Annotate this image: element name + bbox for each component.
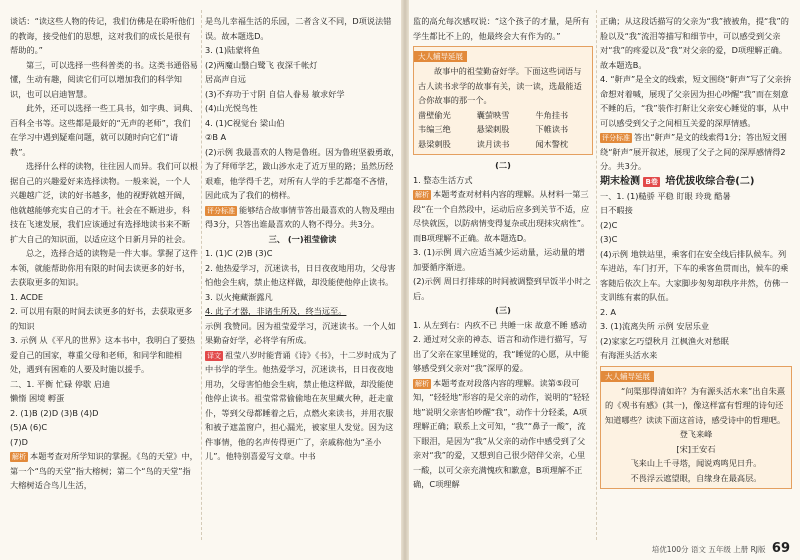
- answer: 居高声自远: [205, 74, 246, 84]
- answer: 日不暇接: [600, 205, 633, 215]
- column-2: [205, 14, 400, 464]
- idiom: 读月读书: [476, 138, 510, 149]
- idiom-grid: [418, 108, 588, 152]
- answer: (2)两魔山翳白鹭飞 夜深千帐灯: [205, 59, 318, 70]
- idiom: 凿壁偷光: [418, 109, 451, 120]
- answer: 4. 此子才器，非诸生所及，终当远至。: [205, 306, 347, 316]
- heading-main: 期末检测: [600, 175, 640, 187]
- section-title: (一)祖莹偷读: [287, 233, 337, 244]
- analysis-tag: 解析: [415, 379, 429, 388]
- box-text: 故事中的祖莹勤奋好学。下面这些词语与古人读书求学的故事有关，读一读，选最能适合你故事的那一个。: [418, 66, 582, 105]
- answer: ②B A: [205, 132, 227, 142]
- paragraph: 总之，选择合适的读物是一件大事。掌握了这件本领，就能帮助你用有限的时间去读更多的好书，去获取更多的知识。: [10, 248, 198, 287]
- grading: [205, 203, 400, 232]
- column-1: [10, 14, 198, 493]
- answer: (7)D: [10, 436, 28, 447]
- idiom: 牛角挂书: [535, 109, 569, 120]
- idiom: 囊萤映雪: [476, 109, 510, 120]
- answer: 示例 我赞同。因为祖莹爱学习，沉迷读书。一个人如果勤奋好学，必将学有所成。: [205, 320, 396, 345]
- column-divider: [596, 10, 597, 540]
- answer: (5)A (6)C: [10, 422, 48, 432]
- analysis-text: 本题考查对材料内容的理解。从材料一第三段“在一个自然段中，运动后应多到关节不适，应尽快就医，以防病情变得复杂或出现抹灾病性”。而B项理解不正确。故本题选D。: [413, 189, 590, 243]
- answer: (3)C: [600, 234, 618, 244]
- analysis: [413, 376, 593, 492]
- idiom: 悬梁刺股: [418, 138, 451, 149]
- answer: 2. A: [600, 306, 617, 317]
- section-heading: [205, 232, 400, 247]
- translation-tag: 译文: [207, 351, 221, 360]
- paragraph: 是鸟儿幸福生活的乐园，二者含义不同，D项说法错误。故本题选D。: [205, 16, 392, 41]
- idiom: 悬梁刺股: [476, 124, 510, 134]
- poem-title: 登飞来峰: [679, 429, 713, 439]
- box-text: “问渠那得清如许？为有源头活水来”出自朱熹的《观书有感》(其一)，像这样富有哲理的诗句还知道哪些？读读下面这首诗，感受诗中的哲理吧。: [605, 385, 786, 425]
- answer: (4)示例 地铁站里，乘客们在安全线后排队候车。列车进站，车门打开，下车的乘客鱼贯而出，候车的乘客随后依次上车。大家脚步匆匆却秩序井然，仿佛一支训练有素的队伍。: [600, 248, 789, 302]
- answer: 1. 从左到右：内疚不已 共睡一床 故意不睡 感动: [413, 319, 587, 330]
- poem-line: 飞来山上千寻塔，闻说鸡鸣见日升。: [630, 458, 762, 468]
- answer: 3. (1)示例 周六应适当减少运动量，运动量的增加要循序渐进。: [413, 247, 585, 272]
- answer: (2)示例 我最喜欢的人物是鲁班。因为鲁班坚毅勇敢，为了拜师学艺，跋山涉水走了近万里的路；虽然历经艰难，他学得千艺，对所有人学的手艺都毫不吝惜，因此成为了我们的榜样。: [205, 146, 400, 200]
- idiom: 闻木警枕: [535, 138, 569, 149]
- grading-tag: 评分标准: [602, 134, 630, 142]
- paragraph: 监的高允每次感叹说：“这个孩子的才量，是所有学生都比不上的，他最终会大有作为的。”: [413, 16, 590, 41]
- grading-text: 答出“鼾声”是文的线索得1分；答出短文围绕“鼾声”展开叙述，展现了父子之间的深厚感情得2分。共3分。: [600, 132, 787, 171]
- answer: 2. 通过对父亲的神态、语言和动作进行描写，写出了父亲在家里睡觉的，我“睡觉的心愿，从中能够感受到父亲对“我”深厚的爱。: [413, 334, 590, 373]
- analysis-tag: 解析: [12, 453, 26, 461]
- extension-box: [413, 46, 593, 155]
- answer: 4. (1)C视觉台 梁山伯: [205, 117, 285, 128]
- poem-line: 不畏浮云遮望眼，自缘身在最高层。: [630, 472, 762, 483]
- answer: 2. 可以用有限的时间去读更多的好书，去获取更多的知识: [10, 306, 193, 331]
- answer: (4)山光悦鸟性: [205, 103, 258, 113]
- translation-text: 祖莹八岁时能背诵《诗》《书》，十二岁时成为了中书学的学生。他热爱学习，沉迷读书，日日夜夜地用功，父母害怕他会生病，禁止他这样做，却没能使他停止读书。祖莹常常偷偷地在灰里藏火种，赶走童仆，等到父母都睡着之后，点燃火来读书，并用衣服和被子遮盖窗户，担心漏光，被家里人发觉。因为这件事情，他的名声传得更广了，亲戚称他为“圣小儿”。他特别喜爱写文章。中书: [205, 349, 397, 461]
- analysis: [10, 449, 198, 493]
- column-divider: [201, 10, 202, 540]
- answer: 1. ACDE: [10, 291, 44, 302]
- answer: 二、1. 平衡 忙碌 停歇 启迪: [10, 378, 111, 389]
- answer: 3. 以火掩藏渐露凡: [205, 291, 273, 302]
- column-3: [413, 14, 593, 492]
- answer: (2)C: [600, 219, 618, 230]
- grading: [600, 130, 792, 174]
- heading-sub: 培优拔收综合卷(二): [665, 175, 755, 187]
- heading-tag: B卷: [645, 177, 658, 186]
- section-number: 三、: [268, 233, 286, 244]
- answer: 3. 示例 从《平凡的世界》这本书中，我明白了要热爱自己的国家，尊重父母和老师，和同学和睦相处，遇到有困难的人要及时施以援手。: [10, 335, 195, 374]
- idiom: 韦编三绝: [418, 124, 451, 134]
- analysis: [413, 187, 593, 245]
- analysis-tag: 解析: [415, 191, 429, 199]
- idiom: 下帷读书: [535, 124, 569, 134]
- poem-author: [宋]王安石: [676, 443, 716, 454]
- answer: 有海涯头活水来: [600, 350, 658, 360]
- column-4: [600, 14, 792, 492]
- answer: 4. “鼾声”是全文的线索，短文围绕“鼾声”写了父亲拚命想对着喊，展现了父亲因为担心吵醒“我”而在刻意不睡的后，“我”装作打鼾让父亲安心睡觉的事，从中可以感受到父子之间相互关爱的深厚情感。: [600, 74, 792, 128]
- answer: 一、1. (1)糙骄 平稳 盯眼 玲珑 酷暑: [600, 190, 731, 201]
- analysis-text: 本题考查对段落内容的理解。读第⑤段可知，“轻轻地”形容的是父亲的动作，说明的“轻轻地”说明父亲害怕吵醒“我”，动作十分轻柔，A项理解正确；联系上文可知，“我”“鼻子一酸”，流下眼泪，是因为“我”从父亲的动作中感受到了父亲对“我”的爱，又想到自己很少陪伴父亲，心里一酸，以可父亲充满愧疚和歉意，B项理解不正确，C项理解: [413, 377, 590, 489]
- page-number: 69: [771, 541, 790, 556]
- paragraph: 选择什么样的读物，往往因人而异。我们可以根据自己的兴趣爱好来选择读物。一般来说，一个人兴趣越广泛，读的好书越多，他的视野就越开阔，他就越能够充实自己的才干。社会在不断进步，科技在飞速发展，我们应该通过有选择地读书来不断扩大自己的知识面，以适应这个日新月异的社会。: [10, 161, 198, 244]
- paragraph: 谈话：“读这些人物的传记，我们仿佛是在聆听他们的教诲，接受他们的思想，这对我们的成长是很有帮助的。”: [10, 16, 195, 55]
- extension-box: [600, 366, 792, 490]
- paragraph: 正确；从这段话描写的父亲为“我”掖被角，提“我”的脸以及“我”流泪等描写和细节中，可以感受到父亲对“我”的疼爱以及“我”对父亲的爱，D项理解正确。故本题选B。: [600, 16, 789, 70]
- answer: 3. (1)流离失所 示例 安居乐业: [600, 321, 710, 331]
- box-title: 大人辅导延展: [414, 51, 467, 62]
- answer: (2)示例 周日打排球的时间被调整到早饭半小时之后。: [413, 276, 591, 301]
- grading-tag: 评分标准: [207, 206, 235, 215]
- page-footer: [652, 541, 790, 556]
- answer: 懒惰 困境 孵蛋: [10, 393, 65, 403]
- test-heading: [600, 174, 792, 189]
- answer: 1. 整态生活方式: [413, 174, 473, 185]
- box-title: 大人辅导延展: [601, 371, 654, 382]
- section-heading: (三): [495, 305, 511, 315]
- answer: 1. (1)C (2)B (3)C: [205, 248, 273, 258]
- answer: (3)不弃功于寸阴 自信人眷易 敏求好学: [205, 88, 345, 99]
- section-heading: (二): [495, 160, 511, 170]
- answer: 2. 他热爱学习，沉迷读书，日日夜夜地用功，父母害怕他会生病，禁止他这样做，却没能使他停止读书。: [205, 262, 396, 287]
- answer: (2)家家乞巧望秋月 江枫渔火对愁眠: [600, 335, 729, 346]
- footer-brand: 培优100分 语文 五年级 上册 RJ版: [651, 545, 766, 554]
- book-spine: [401, 0, 409, 560]
- paragraph: 此外，还可以选择一些工具书，如字典、词典、百科全书等。这些都是最好的“无声的老师”，我们在学习中遇到疑难问题，就可以随时向它们“请教”。: [10, 103, 198, 157]
- answer: 3. (1)陆蒙将鱼: [205, 45, 260, 55]
- translation: [205, 348, 400, 464]
- analysis-text: 本题考查对所学知识的掌握。《鸟的天堂》中，第一个“鸟的天堂”指大榕树；第二个“鸟的天堂”指大榕树适合鸟儿生活，: [10, 451, 198, 490]
- answer: 2. (1)B (2)D (3)B (4)D: [10, 407, 99, 418]
- grading-text: 能够结合故事情节答出最喜欢的人物及理由得3分，只答出谁最喜欢的人物不得分。共3分。: [205, 204, 395, 229]
- paragraph: 第三，可以选择一些科普类的书。这类书通俗易懂，生动有趣，阅读它们可以增加我们的科学知识，也可以启迪智慧。: [10, 59, 198, 99]
